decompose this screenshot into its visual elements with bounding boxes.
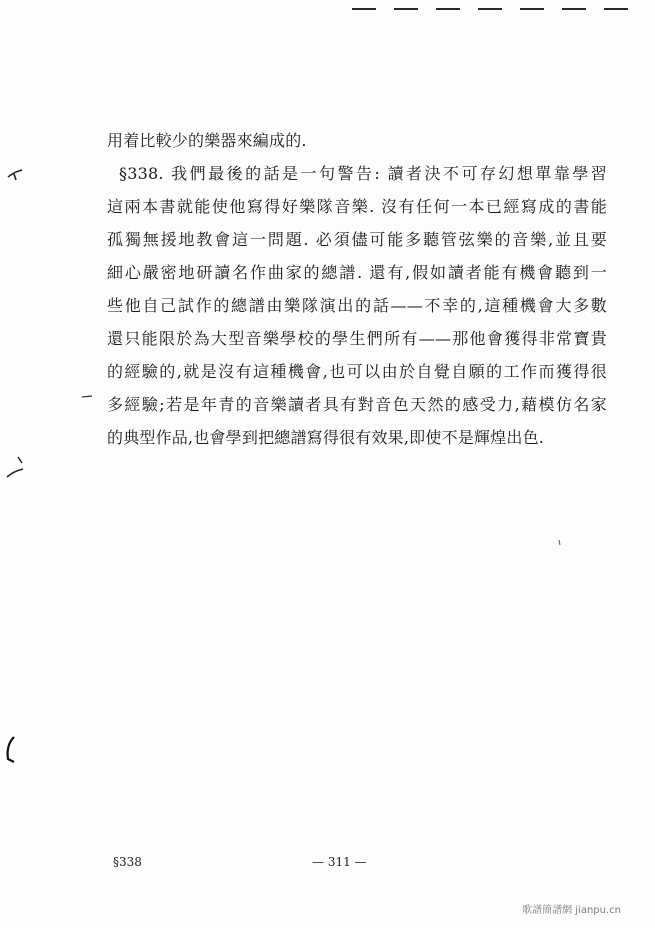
scan-mark-icon: [4, 455, 26, 483]
text-line: §338. 我們最後的話是一句警告: 讀者決不可存幻想單靠學習: [119, 164, 607, 183]
text-line: 這兩本書就能使他寫得好樂隊音樂. 沒有任何一本已經寫成的書能: [107, 197, 607, 216]
watermark: 歌譜簡譜網 jianpu.cn: [522, 905, 621, 916]
dash: [478, 8, 502, 10]
dash: [352, 8, 376, 10]
body-text: [107, 124, 607, 454]
text-line: 還只能限於為大型音樂學校的學生們所有——那他會獲得非常寶貴: [107, 329, 607, 348]
top-dashed-border: [352, 8, 655, 10]
scan-mark-icon: [556, 538, 564, 548]
text-line: 用着比較少的樂器來編成的.: [107, 131, 307, 150]
text-line: 些他自己試作的總譜由樂隊演出的話——不幸的,這種機會大多數: [107, 296, 607, 315]
text-line: 的經驗的,就是沒有這種機會,也可以由於自覺自願的工作而獲得很: [107, 362, 607, 381]
text-line: 孤獨無援地教會這一問題. 必須儘可能多聽管弦樂的音樂,並且要: [107, 230, 607, 249]
scan-mark-icon: [80, 394, 94, 400]
dash: [394, 8, 418, 10]
dash: [604, 8, 628, 10]
text-line: 多經驗;若是年青的音樂讀者具有對音色天然的感受力,藉模仿名家: [107, 395, 607, 414]
dash: [562, 8, 586, 10]
text-line: 的典型作品,也會學到把總譜寫得很有效果,即使不是輝煌出色.: [107, 428, 545, 447]
footer-section-ref: §338: [113, 855, 142, 869]
dash: [520, 8, 544, 10]
text-line: 細心嚴密地研讀名作曲家的總譜. 還有,假如讀者能有機會聽到一: [107, 263, 607, 282]
scan-mark-icon: [2, 735, 18, 765]
page-number: — 311 —: [312, 855, 367, 869]
scan-mark-icon: [6, 168, 24, 182]
dash: [436, 8, 460, 10]
